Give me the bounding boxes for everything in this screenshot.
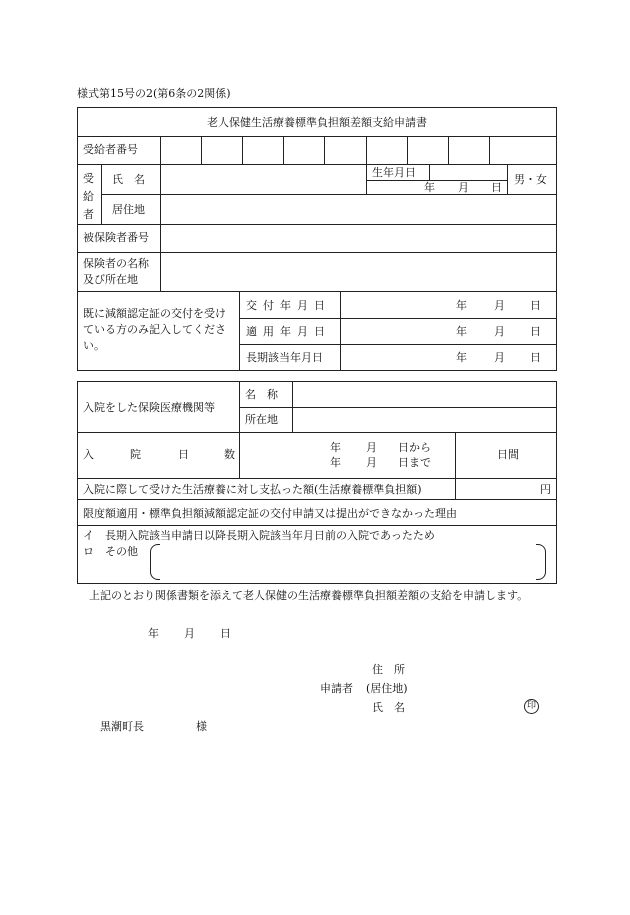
paid-amount-label: 入院に際して受けた生活療養に対し支払った額(生活療養標準負担額) <box>83 483 422 496</box>
hospital-label: 入院をした保険医療機関等 <box>83 401 215 414</box>
application-date-month: 月 <box>184 627 195 640</box>
reason-option-b[interactable]: ロ その他 <box>83 545 138 558</box>
hospital-address-label: 所在地 <box>245 413 278 426</box>
to-year: 年 <box>330 456 341 469</box>
apply-date-month: 月 <box>494 325 505 338</box>
hospital-address-input[interactable] <box>293 408 556 431</box>
days-count-input[interactable] <box>456 433 556 477</box>
longterm-date-label: 長期該当年月日 <box>246 351 323 364</box>
other-reason-bracket-right <box>536 544 546 580</box>
apply-date-day: 日 <box>530 325 541 338</box>
hospital-name-input[interactable] <box>293 382 556 406</box>
application-date-day: 日 <box>220 627 231 640</box>
insurer-label-line2: 及び所在地 <box>83 273 138 286</box>
stay-period-input[interactable] <box>240 433 454 477</box>
dob-year: 年 <box>424 181 435 194</box>
other-reason-input[interactable] <box>162 546 534 578</box>
issue-date-day: 日 <box>530 299 541 312</box>
days-label-2: 院 <box>130 448 141 461</box>
longterm-date-year: 年 <box>456 351 467 364</box>
applicant-address-label: 住 所 <box>372 663 405 676</box>
reduction-note: 既に減額認定証の交付を受けている方のみ記入してください。 <box>83 307 226 352</box>
longterm-date-input[interactable] <box>341 345 556 370</box>
insurer-input[interactable] <box>161 253 556 290</box>
days-label-1: 入 <box>83 448 94 461</box>
honorific: 様 <box>196 720 207 733</box>
apply-date-year: 年 <box>456 325 467 338</box>
issue-date-label: 交付年月日 <box>246 299 331 312</box>
hospital-name-label: 名 称 <box>245 388 278 401</box>
declaration-text: 上記のとおり関係書類を添えて老人保健の生活療養標準負担額差額の支給を申請します。 <box>89 589 529 602</box>
longterm-date-month: 月 <box>494 351 505 364</box>
application-date-year: 年 <box>148 627 159 640</box>
days-label-3: 日 <box>178 448 189 461</box>
name-label: 氏 名 <box>112 173 145 186</box>
from-month: 月 <box>366 441 377 454</box>
other-reason-bracket-left <box>150 544 160 580</box>
addressee: 黒潮町長 <box>100 720 144 733</box>
issue-date-input[interactable] <box>341 292 556 317</box>
recipient-number-label: 受給者番号 <box>83 143 138 156</box>
form-title: 老人保健生活療養標準負担額差額支給申請書 <box>207 116 427 129</box>
days-unit: 日間 <box>497 448 519 461</box>
from-suffix: 日から <box>398 441 431 454</box>
dob-day: 日 <box>491 181 502 194</box>
insured-number-input[interactable] <box>161 225 556 251</box>
applicant-label: 申請者 <box>320 682 353 695</box>
issue-date-month: 月 <box>494 299 505 312</box>
insured-number-label: 被保険者番号 <box>83 231 149 244</box>
recipient-number-input[interactable] <box>161 137 530 163</box>
apply-date-input[interactable] <box>341 319 556 343</box>
form-number: 様式第15号の2(第6条の2関係) <box>77 87 231 100</box>
applicant-name-label: 氏 名 <box>372 701 405 714</box>
dob-input[interactable] <box>367 181 506 193</box>
yen-unit: 円 <box>540 483 551 496</box>
from-year: 年 <box>330 441 341 454</box>
insurer-label-line1: 保険者の名称 <box>83 257 149 270</box>
residence-label: (居住地) <box>366 682 408 695</box>
to-suffix: 日まで <box>398 456 431 469</box>
paid-amount-input[interactable] <box>456 479 538 498</box>
dob-month: 月 <box>458 181 469 194</box>
seal-mark: 印 <box>524 699 539 714</box>
reason-label: 限度額適用・標準負担額減額認定証の交付申請又は提出ができなかった理由 <box>83 507 457 520</box>
longterm-date-day: 日 <box>530 351 541 364</box>
reason-option-a[interactable]: イ 長期入院該当申請日以降長期入院該当年月日前の入院であったため <box>83 529 435 542</box>
name-input[interactable] <box>161 165 366 193</box>
dob-label: 生年月日 <box>372 166 416 179</box>
days-label-4: 数 <box>224 448 235 461</box>
recipient-group-label: 受給者 <box>83 172 94 221</box>
address-input[interactable] <box>161 195 556 223</box>
to-month: 月 <box>366 456 377 469</box>
sex-selector[interactable]: 男・女 <box>514 173 547 186</box>
address-label: 居住地 <box>112 203 145 216</box>
apply-date-label: 適用年月日 <box>246 325 331 338</box>
issue-date-year: 年 <box>456 299 467 312</box>
